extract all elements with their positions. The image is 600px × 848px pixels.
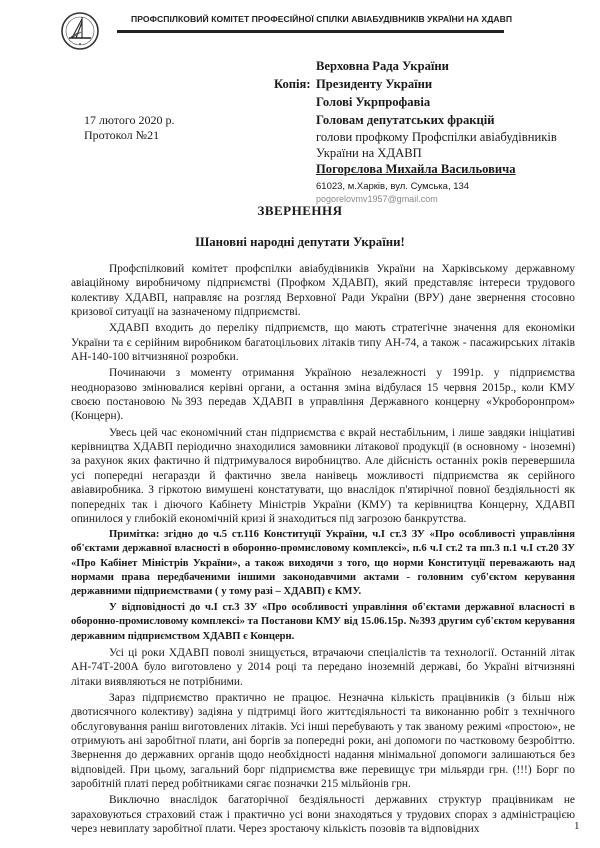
paragraph: Зараз підприємство практично не працює. Незначна кількість працівників (з більш ніж двотисячного колективу) задіяна у підтримці його життєдіяльності та виконанню робіт з технічного обслуговування раніш виготовлених літаків. Усі інші перебувають у так званому режимі «простою», не отримують ані заробітної плати, ані боргів за попередні роки, ані допомоги по частковому безробіттю. Звернення до державних органів щодо необхідності надання мінімальної допомоги залишаються без відповідей. При цьому, загальний борг підприємства вже перевищує три мільярди грн. (!!!) Борг по заробітній платі перед робітниками сягає позначки 215 мільйонів грн. (71, 691, 575, 790)
salutation: Шановні народні депутати України! (195, 235, 405, 249)
note-paragraph: У відповідності до ч.І ст.3 ЗУ «Про особливості управління об'єктами державної власності в оборонно-промисловому комплексі» та Постанови КМУ від 15.06.15р. №393 другим суб'єктом керування державним підприємством ХДАВП є Концерн. (71, 602, 575, 642)
addressee-president: Президенту України (316, 77, 433, 91)
note-paragraph: Примітка: згідно до ч.5 ст.116 Конституції України, ч.І ст.3 ЗУ «Про особливості управління об'єктами державної власності в оборонно-промисловому комплексі», п.6 ч.І ст.2 та пп.3 п.1 ч.І ст.20 ЗУ «Про Кабінет Міністрів України», а також виходячи з того, що норми Конституції переважають над нормами права передбаченими іншими законодавчими актами - головним суб'єктом керування державними підприємствами ( у тому разі – ХДАВП) є КМУ. (71, 529, 575, 597)
paragraph: ХДАВП входить до переліку підприємств, що мають стратегічне значення для економіки України та є серійним виробником багатоцільових літаків типу АН-74, а також - пасажирських літаків АН-140-100 вітчизняної розробки. (71, 322, 575, 364)
paragraph: Усі ці роки ХДАВП поволі знищується, втрачаючи спеціалістів та технології. Останній літак АН-74Т-200А було виготовлено у 2014 році та передано іноземній державі, бо Україні вітчизняні літаки виявляються не потрібними. (71, 646, 575, 688)
document-date: 17 лютого 2020 р. (84, 113, 175, 127)
addressee-ukrprofavia: Голові Укрпрофавіа (316, 95, 431, 109)
paragraph: Увесь цей час економічний стан підприємства є вкрай нестабільним, і лише завдяки ініціативі керівництва ХДАВП періодично знаходилися замовники літакової продукції (в основному - іноземні) за рахунок яких фактично й підтримувалося виробництво. Але дійсність останніх років перевершила усі попередні негаразди й фактично звела нанівець можливості підприємства як серійного авіавиробника. З гіркотою вимушені констатувати, що внаслідок п'ятирічної повної бездіяльності як попередніх так і діючого Кабінету Міністрів України (КМУ) та керівництва Концерну, ХДАВП опинилося у глибокій економічній кризі й знаходиться під загрозою банкрутства. (71, 426, 575, 525)
protocol-number: Протокол №21 (84, 128, 160, 142)
organization-logo (60, 10, 100, 58)
header-divider (117, 30, 504, 33)
addressee-factions: Головам депутатських фракцій (316, 113, 495, 127)
sender-name: Погорєлова Михайла Васильовича (316, 162, 516, 176)
organization-header: ПРОФСПІЛКОВИЙ КОМІТЕТ ПРОФЕСІЙНОЇ СПІЛКИ АВІАБУДІВНИКІВ УКРАЇНИ НА ХДАВП (131, 14, 513, 24)
sender-line-2: України на ХДАВП (316, 146, 422, 160)
paragraph: Профспілковий комітет профспілки авіабудівників України на Харківському державному авіаційному виробничому підприємстві (Профком ХДАВП), який представляє інтереси трудового колективу ХДАВП, направляє на розгляд Верховної Ради України (ВРУ) дане звернення стосовно кризової ситуації на зазначеному підприємстві. (71, 263, 575, 319)
paragraph: Починаючи з моменту отримання Україною незалежності у 1991р. у підприємства неодноразово змінювалися керівні органи, а остання зміна відбулася 15 червня 2015р., коли КМУ своєю постановою №393 передав ХДАВП в управління Державного концерну «Укроборонпром» (Концерн). (71, 367, 575, 423)
copy-label: Копія: (274, 77, 311, 91)
round-seal-logo-icon (60, 10, 100, 58)
sender-address: 61023, м.Харків, вул. Сумська, 134 (316, 181, 470, 192)
page-number: 1 (574, 820, 580, 832)
sender-email: pogorelovmv1957@gmail.com (316, 194, 438, 204)
sender-line-1: голови профкому Профспілки авіабудівників (316, 130, 557, 144)
document-title: ЗВЕРНЕННЯ (257, 203, 343, 218)
paragraph: Виключно внаслідок багаторічної бездіяльності державних структур працівникам не зараховуються страховий стаж і практично усі вони знаходяться у трудових спорах з адміністрацією через невиплату заробітної плати. Через зростаючу кількість позовів та відповідних (71, 794, 575, 835)
addressee-verkhovna-rada: Верховна Рада України (316, 59, 449, 73)
document-body (71, 262, 575, 838)
